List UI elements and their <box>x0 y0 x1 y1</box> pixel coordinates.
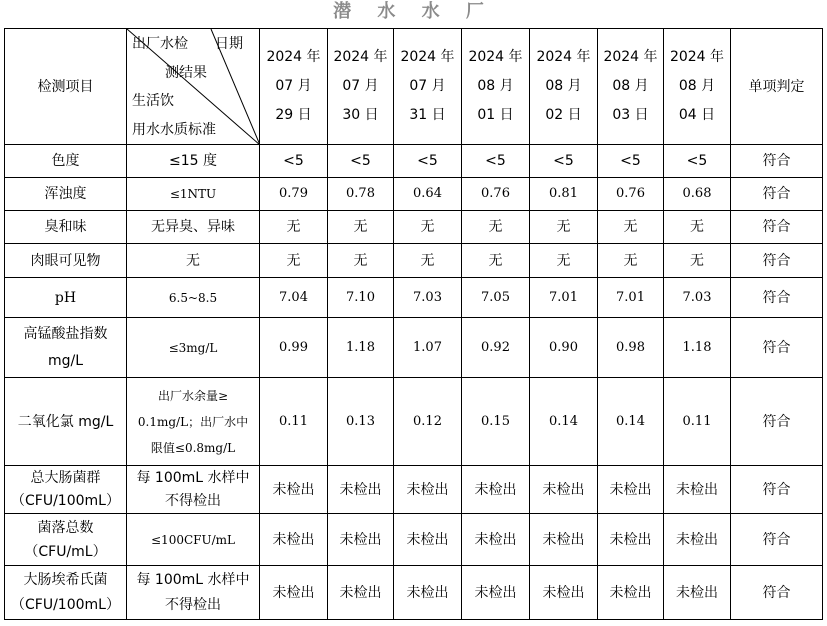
value-cell: 无 <box>530 211 598 244</box>
date-header: 2024 年 07 月 31 日 <box>394 29 462 145</box>
table-row <box>5 178 823 211</box>
value-cell: 7.04 <box>260 278 328 318</box>
value-cell: 未检出 <box>598 466 664 514</box>
value-cell: 未检出 <box>530 566 598 620</box>
value-cell: 0.13 <box>328 378 394 466</box>
value-cell: 无 <box>394 244 462 278</box>
standard-cell: ≤100CFU/mL <box>127 514 260 566</box>
standard-cell: 每 100mL 水样中 不得检出 <box>127 566 260 620</box>
value-cell: 未检出 <box>394 466 462 514</box>
value-cell: 未检出 <box>598 514 664 566</box>
verdict-cell: 符合 <box>731 466 823 514</box>
value-cell: 未检出 <box>598 566 664 620</box>
value-cell: 无 <box>530 244 598 278</box>
date-header: 2024 年 07 月 30 日 <box>328 29 394 145</box>
value-cell: 0.14 <box>598 378 664 466</box>
value-cell: <5 <box>260 145 328 178</box>
value-cell: 0.64 <box>394 178 462 211</box>
item-cell: 肉眼可见物 <box>5 244 127 278</box>
value-cell: 无 <box>328 211 394 244</box>
value-cell: 未检出 <box>394 514 462 566</box>
table-row <box>5 514 823 566</box>
item-cell: 菌落总数 （CFU/mL） <box>5 514 127 566</box>
table-row <box>5 466 823 514</box>
value-cell: 0.99 <box>260 318 328 378</box>
value-cell: 0.76 <box>598 178 664 211</box>
value-cell: 1.18 <box>328 318 394 378</box>
table-row <box>5 278 823 318</box>
standard-cell: ≤1NTU <box>127 178 260 211</box>
header-row <box>5 29 823 145</box>
standard-cell: 无异臭、异味 <box>127 211 260 244</box>
value-cell: 无 <box>664 244 731 278</box>
value-cell: 未检出 <box>260 514 328 566</box>
value-cell: 0.92 <box>462 318 530 378</box>
value-cell: 0.11 <box>664 378 731 466</box>
value-cell: 1.07 <box>394 318 462 378</box>
date-header: 2024 年 08 月 02 日 <box>530 29 598 145</box>
value-cell: 未检出 <box>530 514 598 566</box>
date-header: 2024 年 07 月 29 日 <box>260 29 328 145</box>
verdict-cell: 符合 <box>731 178 823 211</box>
item-cell: 色度 <box>5 145 127 178</box>
value-cell: 未检出 <box>462 466 530 514</box>
value-cell: <5 <box>530 145 598 178</box>
value-cell: 未检出 <box>462 566 530 620</box>
value-cell: 未检出 <box>260 466 328 514</box>
value-cell: 未检出 <box>328 566 394 620</box>
value-cell: 未检出 <box>664 514 731 566</box>
standard-cell: 6.5~8.5 <box>127 278 260 318</box>
verdict-cell: 符合 <box>731 278 823 318</box>
value-cell: 未检出 <box>394 566 462 620</box>
item-header: 检测项目 <box>5 29 127 145</box>
value-cell: 未检出 <box>462 514 530 566</box>
verdict-cell: 符合 <box>731 514 823 566</box>
diag-top-left: 出厂水检 <box>132 36 188 52</box>
value-cell: 未检出 <box>664 566 731 620</box>
value-cell: 无 <box>462 211 530 244</box>
verdict-cell: 符合 <box>731 211 823 244</box>
value-cell: 无 <box>328 244 394 278</box>
table-row <box>5 244 823 278</box>
value-cell: 无 <box>462 244 530 278</box>
item-cell: 二氧化氯 mg/L <box>5 378 127 466</box>
table-row <box>5 566 823 620</box>
page-title: 潜 水 水 厂 <box>333 1 494 22</box>
value-cell: 未检出 <box>260 566 328 620</box>
standard-cell: 无 <box>127 244 260 278</box>
value-cell: 1.18 <box>664 318 731 378</box>
value-cell: 无 <box>598 211 664 244</box>
diag-bottom-2: 用水水质标准 <box>132 122 216 138</box>
value-cell: <5 <box>328 145 394 178</box>
date-header: 2024 年 08 月 03 日 <box>598 29 664 145</box>
item-cell: 总大肠菌群 （CFU/100mL） <box>5 466 127 514</box>
value-cell: 无 <box>260 244 328 278</box>
table-row <box>5 211 823 244</box>
value-cell: 未检出 <box>328 466 394 514</box>
value-cell: <5 <box>664 145 731 178</box>
verdict-cell: 符合 <box>731 378 823 466</box>
value-cell: 未检出 <box>328 514 394 566</box>
value-cell: 未检出 <box>530 466 598 514</box>
verdict-cell: 符合 <box>731 318 823 378</box>
standard-cell: ≤15 度 <box>127 145 260 178</box>
value-cell: 0.68 <box>664 178 731 211</box>
value-cell: 7.01 <box>530 278 598 318</box>
value-cell: 7.03 <box>664 278 731 318</box>
verdict-header: 单项判定 <box>731 29 823 145</box>
value-cell: 7.01 <box>598 278 664 318</box>
value-cell: 无 <box>394 211 462 244</box>
value-cell: 0.81 <box>530 178 598 211</box>
item-cell: 高锰酸盐指数 mg/L <box>5 318 127 378</box>
diag-bottom-1: 生活饮 <box>132 93 174 109</box>
standard-cell: 出厂水余量≥ 0.1mg/L；出厂水中 限值≤0.8mg/L <box>127 378 260 466</box>
value-cell: <5 <box>394 145 462 178</box>
item-cell: 大肠埃希氏菌 （CFU/100mL） <box>5 566 127 620</box>
diag-mid: 测结果 <box>165 65 207 81</box>
value-cell: 未检出 <box>664 466 731 514</box>
value-cell: 无 <box>598 244 664 278</box>
water-quality-table <box>4 28 823 620</box>
date-header: 2024 年 08 月 04 日 <box>664 29 731 145</box>
value-cell: 0.15 <box>462 378 530 466</box>
value-cell: 0.12 <box>394 378 462 466</box>
item-cell: pH <box>5 278 127 318</box>
standard-cell: ≤3mg/L <box>127 318 260 378</box>
value-cell: 0.14 <box>530 378 598 466</box>
value-cell: 7.05 <box>462 278 530 318</box>
value-cell: 0.79 <box>260 178 328 211</box>
value-cell: 0.98 <box>598 318 664 378</box>
table-row <box>5 318 823 378</box>
value-cell: <5 <box>462 145 530 178</box>
value-cell: 7.10 <box>328 278 394 318</box>
table-row <box>5 378 823 466</box>
value-cell: <5 <box>598 145 664 178</box>
standard-cell: 每 100mL 水样中 不得检出 <box>127 466 260 514</box>
value-cell: 无 <box>260 211 328 244</box>
date-header: 2024 年 08 月 01 日 <box>462 29 530 145</box>
value-cell: 0.11 <box>260 378 328 466</box>
value-cell: 7.03 <box>394 278 462 318</box>
verdict-cell: 符合 <box>731 244 823 278</box>
value-cell: 无 <box>664 211 731 244</box>
diag-top-right: 日期 <box>215 36 243 52</box>
item-cell: 浑浊度 <box>5 178 127 211</box>
verdict-cell: 符合 <box>731 566 823 620</box>
value-cell: 0.90 <box>530 318 598 378</box>
value-cell: 0.78 <box>328 178 394 211</box>
table-row <box>5 145 823 178</box>
value-cell: 0.76 <box>462 178 530 211</box>
diagonal-header-cell <box>127 29 260 145</box>
item-cell: 臭和味 <box>5 211 127 244</box>
verdict-cell: 符合 <box>731 145 823 178</box>
